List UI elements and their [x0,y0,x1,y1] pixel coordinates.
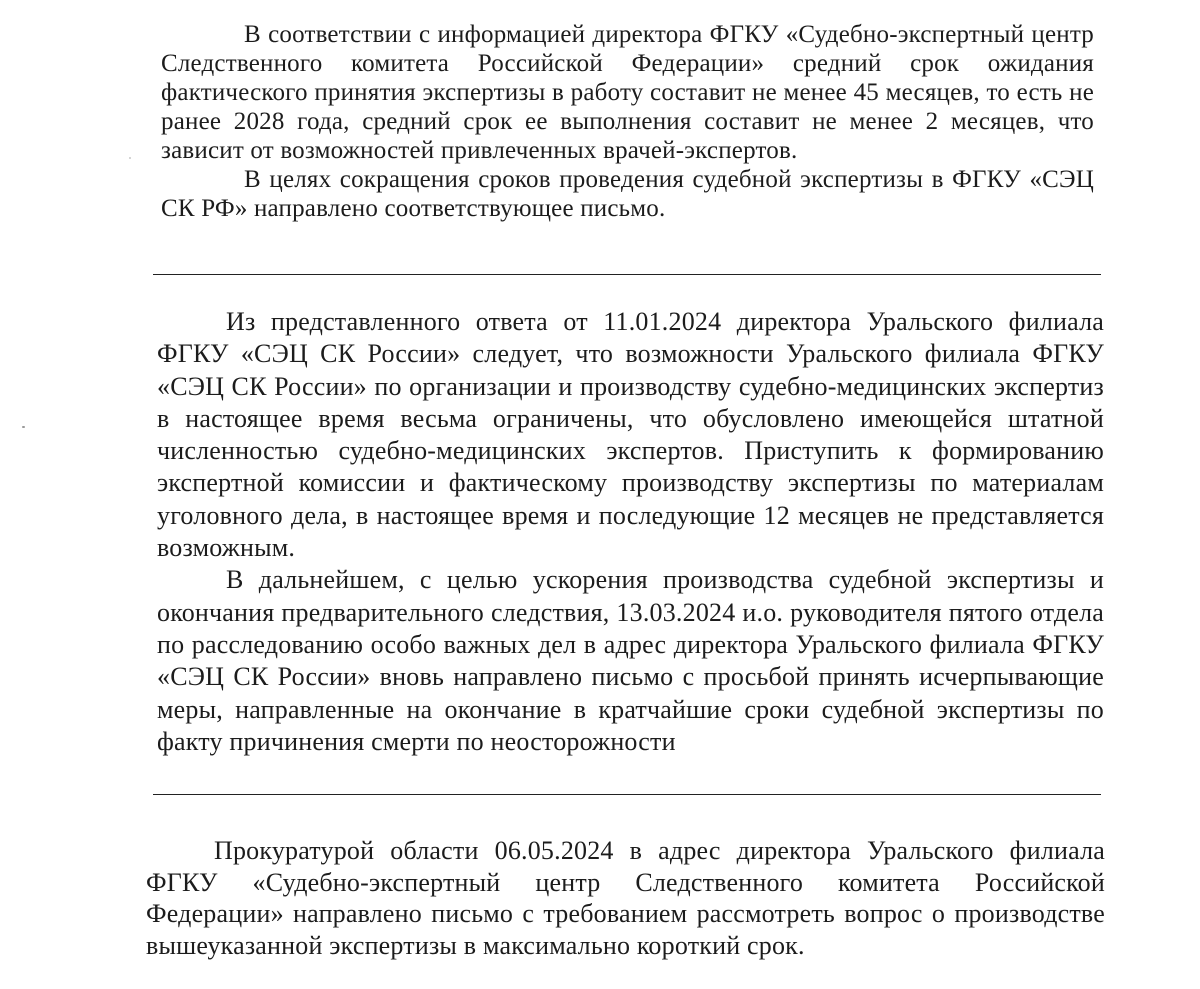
paragraph: Из представленного ответа от 11.01.2024 директора Уральского филиала ФГКУ «СЭЦ СК России» следует, что возможности Уральского филиала ФГКУ «СЭЦ СК России» по организации и производству судебно-медицинских экспертиз в настоящее время весьма ограничены, что обусловлено имеющейся штатной численностью судебно-медицинских экспертов. Приступить к формированию экспертной комиссии и фактическому производству экспертизы по материалам уголовного дела, в настоящее время и последующие 12 месяцев не представляется возможным. [157,307,1104,563]
scan-speck [129,157,131,159]
scan-speck [22,426,25,428]
document-fragment-1 [161,20,1094,223]
document-fragment-3 [146,835,1105,961]
horizontal-divider [153,274,1101,275]
paragraph: В дальнейшем, с целью ускорения производства судебной экспертизы и окончания предварительного следствия, 13.03.2024 и.о. руководителя пятого отдела по расследованию особо важных дел в адрес директора Уральского филиала ФГКУ «СЭЦ СК России» вновь направлено письмо с просьбой принять исчерпывающие меры, направленные на окончание в кратчайшие сроки судебной экспертизы по факту причинения смерти по неосторожности [157,565,1104,756]
horizontal-divider [153,794,1101,795]
paragraph: В соответствии с информацией директора ФГКУ «Судебно-экспертный центр Следственного комитета Российской Федерации» средний срок ожидания фактического принятия экспертизы в работу составит не менее 45 месяцев, то есть не ранее 2028 года, средний срок ее выполнения составит не менее 2 месяцев, что зависит от возможностей привлеченных врачей-экспертов. [161,21,1094,164]
paragraph: Прокуратурой области 06.05.2024 в адрес директора Уральского филиала ФГКУ «Судебно-экспертный центр Следственного комитета Российской Федерации» направлено письмо с требованием рассмотреть вопрос о производстве вышеуказанной экспертизы в максимально короткий срок. [146,836,1105,960]
paragraph: В целях сокращения сроков проведения судебной экспертизы в ФГКУ «СЭЦ СК РФ» направлено соответствующее письмо. [161,166,1094,222]
document-fragment-2 [157,306,1104,758]
